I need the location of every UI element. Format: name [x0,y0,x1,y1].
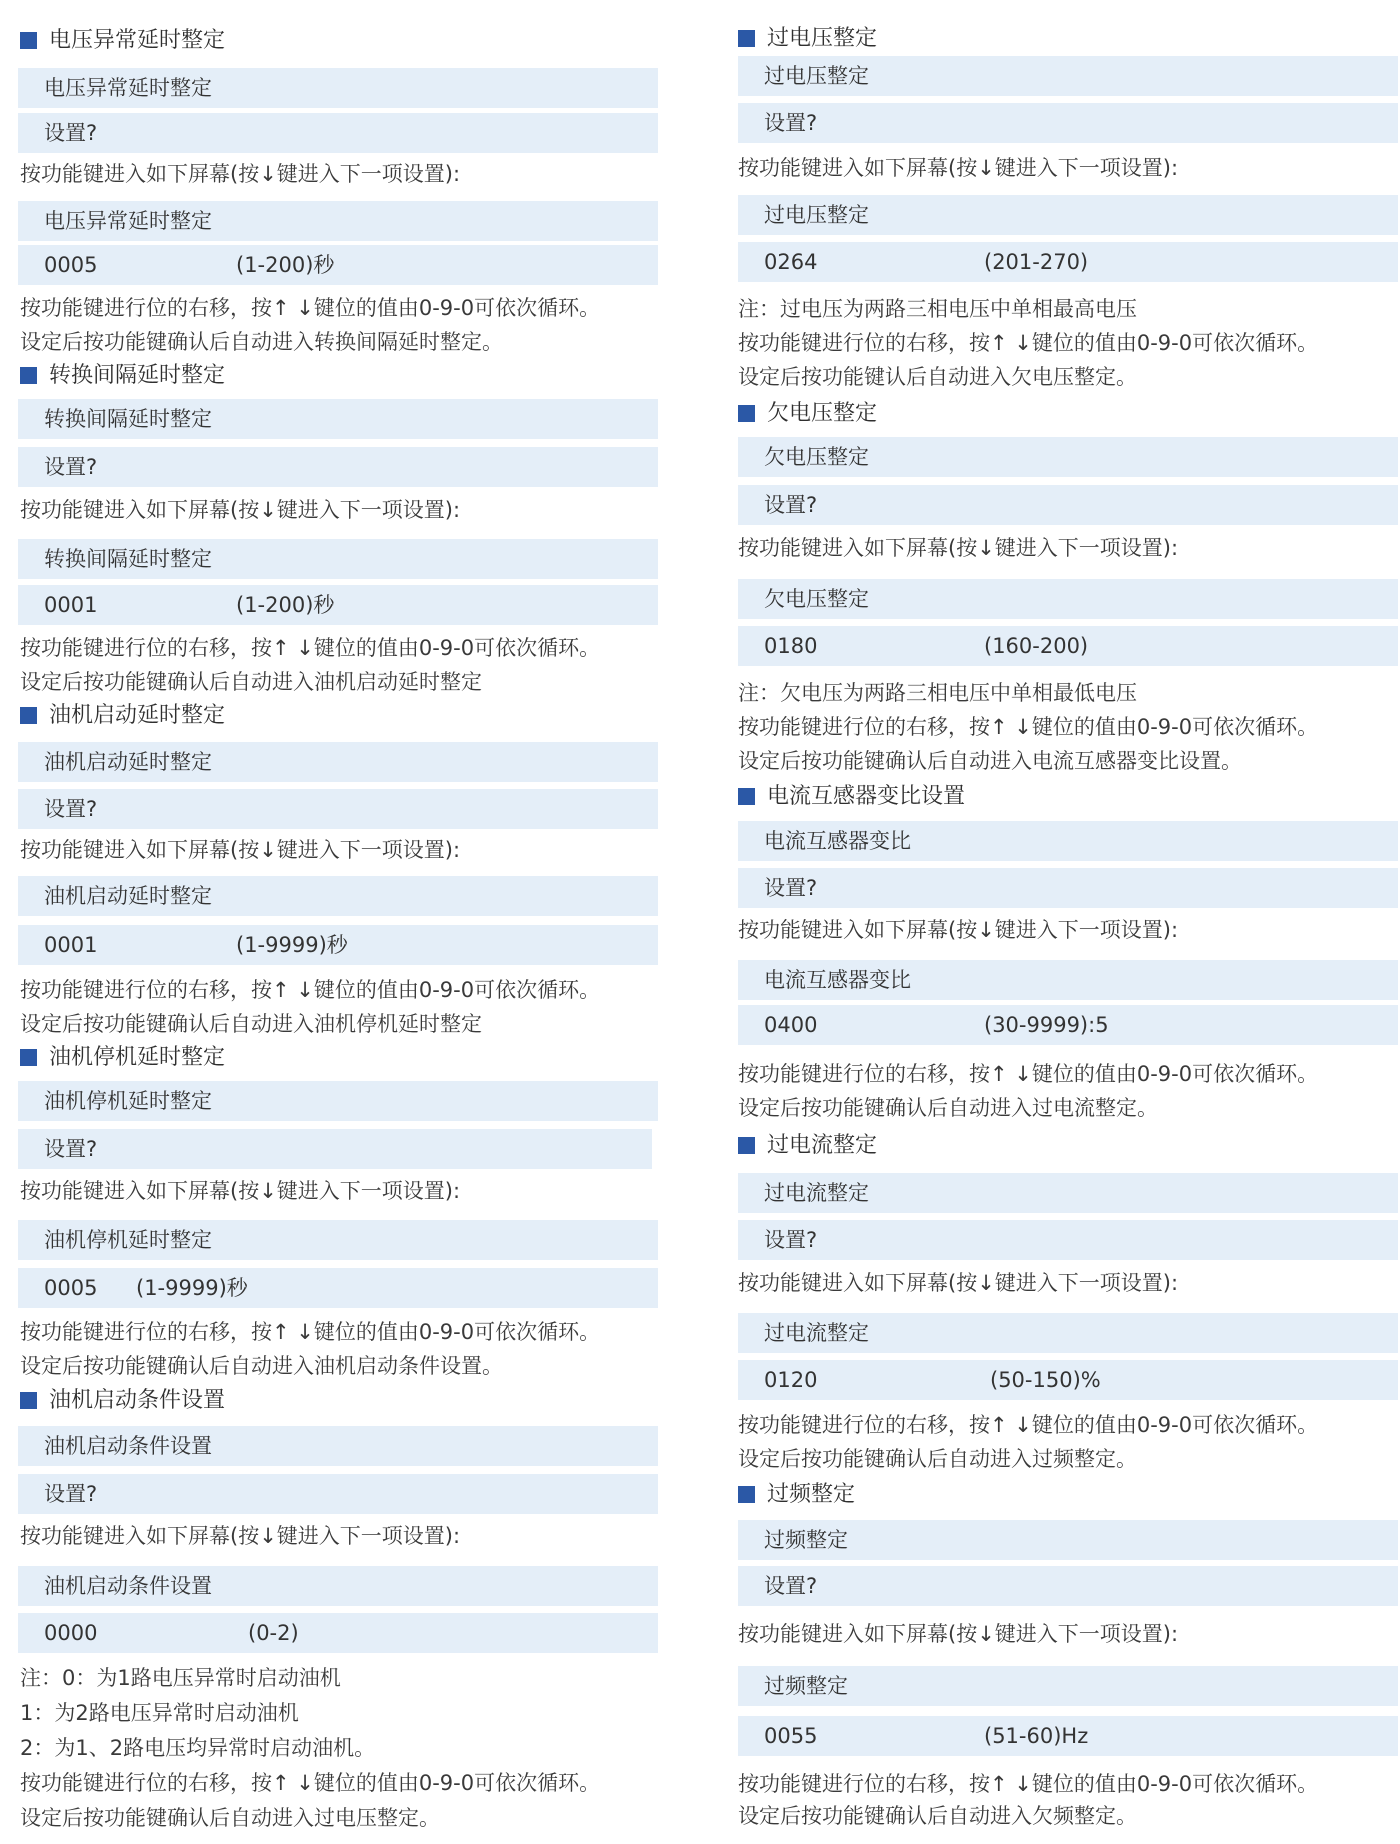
bullet-square-icon [738,30,755,47]
note-line: 设定后按功能键确认后自动进入电流互感器变比设置。 [738,749,1242,773]
screen-box-value: 0055 (51-60)Hz [738,1716,1398,1756]
note-line: 2：为1、2路电压均异常时启动油机。 [20,1736,376,1760]
screen-box-title: 油机启动条件设置 [18,1566,658,1606]
note-line: 设定后按功能键确认后自动进入过电压整定。 [20,1806,440,1830]
screen-box-value: 0000 (0-2) [18,1613,658,1653]
screen-box-title: 电流互感器变比 [738,821,1398,861]
screen-box-prompt: 设置? [738,485,1398,525]
enter-instruction: 按功能键进入如下屏幕(按↓键进入下一项设置): [20,1524,461,1548]
section-heading: 过电流整定 [738,1131,877,1161]
note-line: 设定后按功能键确认后自动进入欠频整定。 [738,1804,1137,1828]
note-line: 设定后按功能键确认后自动进入过电流整定。 [738,1096,1158,1120]
range-label: (50-150)% [990,1368,1101,1392]
screen-box-prompt: 设置? [738,103,1398,143]
screen-box-title: 过频整定 [738,1520,1398,1560]
screen-box-prompt: 设置? [18,1474,658,1514]
screen-box-title: 过电压整定 [738,195,1398,235]
section-heading: 电流互感器变比设置 [738,782,965,812]
screen-box-title: 电流互感器变比 [738,960,1398,1000]
note-line: 按功能键进行位的右移，按↑ ↓键位的值由0-9-0可依次循环。 [20,296,601,320]
screen-box-value: 0005 (1-9999)秒 [18,1268,658,1308]
note-line: 按功能键进行位的右移，按↑ ↓键位的值由0-9-0可依次循环。 [738,1062,1319,1086]
note-line: 按功能键进行位的右移，按↑ ↓键位的值由0-9-0可依次循环。 [20,978,601,1002]
enter-instruction: 按功能键进入如下屏幕(按↓键进入下一项设置): [738,918,1179,942]
screen-box-title: 过电压整定 [738,56,1398,96]
enter-instruction: 按功能键进入如下屏幕(按↓键进入下一项设置): [20,162,461,186]
range-label: (1-9999)秒 [236,933,348,957]
section-heading: 油机启动条件设置 [20,1386,225,1416]
screen-box-title: 油机启动延时整定 [18,876,658,916]
bullet-square-icon [738,405,755,422]
screen-box-prompt: 设置? [18,447,658,487]
enter-instruction: 按功能键进入如下屏幕(按↓键进入下一项设置): [738,1622,1179,1646]
screen-box-value: 0001 (1-9999)秒 [18,925,658,965]
enter-instruction: 按功能键进入如下屏幕(按↓键进入下一项设置): [738,1271,1179,1295]
screen-box-title: 油机启动条件设置 [18,1426,658,1466]
bullet-square-icon [738,788,755,805]
screen-box-title: 电压异常延时整定 [18,201,658,241]
screen-box-value: 0264 (201-270) [738,242,1398,282]
range-label: (1-200)秒 [236,593,335,617]
bullet-square-icon [738,1486,755,1503]
screen-box-value: 0180 (160-200) [738,626,1398,666]
range-label: (160-200) [984,634,1089,658]
screen-box-title: 欠电压整定 [738,437,1398,477]
screen-box-prompt: 设置? [18,113,658,153]
screen-box-prompt: 设置? [738,868,1398,908]
screen-box-title: 电压异常延时整定 [18,68,658,108]
note-line: 设定后按功能键确认后自动进入油机启动延时整定 [20,670,482,694]
section-heading: 过电压整定 [738,24,877,54]
screen-box-title: 过电流整定 [738,1173,1398,1213]
range-label: (1-9999)秒 [136,1276,248,1300]
screen-box-title: 过频整定 [738,1666,1398,1706]
bullet-square-icon [20,1392,37,1409]
section-heading: 油机启动延时整定 [20,701,225,731]
screen-box-title: 欠电压整定 [738,579,1398,619]
screen-box-prompt: 设置? [738,1220,1398,1260]
screen-box-title: 过电流整定 [738,1313,1398,1353]
bullet-square-icon [20,32,37,49]
note-line: 设定后按功能键确认后自动进入过频整定。 [738,1447,1137,1471]
screen-box-prompt: 设置? [738,1566,1398,1606]
screen-box-value: 0400 (30-9999):5 [738,1005,1398,1045]
screen-box-value: 0001 (1-200)秒 [18,585,658,625]
section-heading: 过频整定 [738,1480,855,1510]
screen-box-title: 转换间隔延时整定 [18,539,658,579]
note-line: 按功能键进行位的右移，按↑ ↓键位的值由0-9-0可依次循环。 [20,1771,601,1795]
bullet-square-icon [20,1049,37,1066]
bullet-square-icon [20,707,37,724]
section-heading: 油机停机延时整定 [20,1043,225,1073]
note-line: 注：过电压为两路三相电压中单相最高电压 [738,297,1137,321]
screen-box-title: 油机停机延时整定 [18,1220,658,1260]
enter-instruction: 按功能键进入如下屏幕(按↓键进入下一项设置): [738,536,1179,560]
note-line: 按功能键进行位的右移，按↑ ↓键位的值由0-9-0可依次循环。 [738,331,1319,355]
note-line: 设定后按功能键确认后自动进入转换间隔延时整定。 [20,330,503,354]
enter-instruction: 按功能键进入如下屏幕(按↓键进入下一项设置): [20,1179,461,1203]
screen-box-title: 油机启动延时整定 [18,742,658,782]
note-line: 按功能键进行位的右移，按↑ ↓键位的值由0-9-0可依次循环。 [738,1413,1319,1437]
section-heading: 转换间隔延时整定 [20,361,225,391]
note-line: 1：为2路电压异常时启动油机 [20,1701,299,1725]
bullet-square-icon [20,367,37,384]
range-label: (201-270) [984,250,1089,274]
range-label: (51-60)Hz [984,1724,1089,1748]
bullet-square-icon [738,1137,755,1154]
note-line: 按功能键进行位的右移，按↑ ↓键位的值由0-9-0可依次循环。 [738,1772,1319,1796]
section-heading: 电压异常延时整定 [20,26,225,56]
note-line: 按功能键进行位的右移，按↑ ↓键位的值由0-9-0可依次循环。 [20,1320,601,1344]
note-line: 设定后按功能键认后自动进入欠电压整定。 [738,365,1137,389]
range-label: (0-2) [248,1621,299,1645]
screen-box-title: 转换间隔延时整定 [18,399,658,439]
note-line: 按功能键进行位的右移，按↑ ↓键位的值由0-9-0可依次循环。 [20,636,601,660]
screen-box-title: 油机停机延时整定 [18,1081,658,1121]
range-label: (30-9999):5 [984,1013,1109,1037]
section-heading: 欠电压整定 [738,399,877,429]
enter-instruction: 按功能键进入如下屏幕(按↓键进入下一项设置): [738,156,1179,180]
screen-box-value: 0005 (1-200)秒 [18,245,658,285]
enter-instruction: 按功能键进入如下屏幕(按↓键进入下一项设置): [20,838,461,862]
note-line: 按功能键进行位的右移，按↑ ↓键位的值由0-9-0可依次循环。 [738,715,1319,739]
note-line: 设定后按功能键确认后自动进入油机启动条件设置。 [20,1354,503,1378]
note-line: 设定后按功能键确认后自动进入油机停机延时整定 [20,1012,482,1036]
screen-box-prompt: 设置? [18,1129,652,1169]
enter-instruction: 按功能键进入如下屏幕(按↓键进入下一项设置): [20,498,461,522]
note-line: 注：0：为1路电压异常时启动油机 [20,1666,341,1690]
note-line: 注：欠电压为两路三相电压中单相最低电压 [738,681,1137,705]
range-label: (1-200)秒 [236,253,335,277]
screen-box-prompt: 设置? [18,789,658,829]
screen-box-value: 0120 (50-150)% [738,1360,1398,1400]
